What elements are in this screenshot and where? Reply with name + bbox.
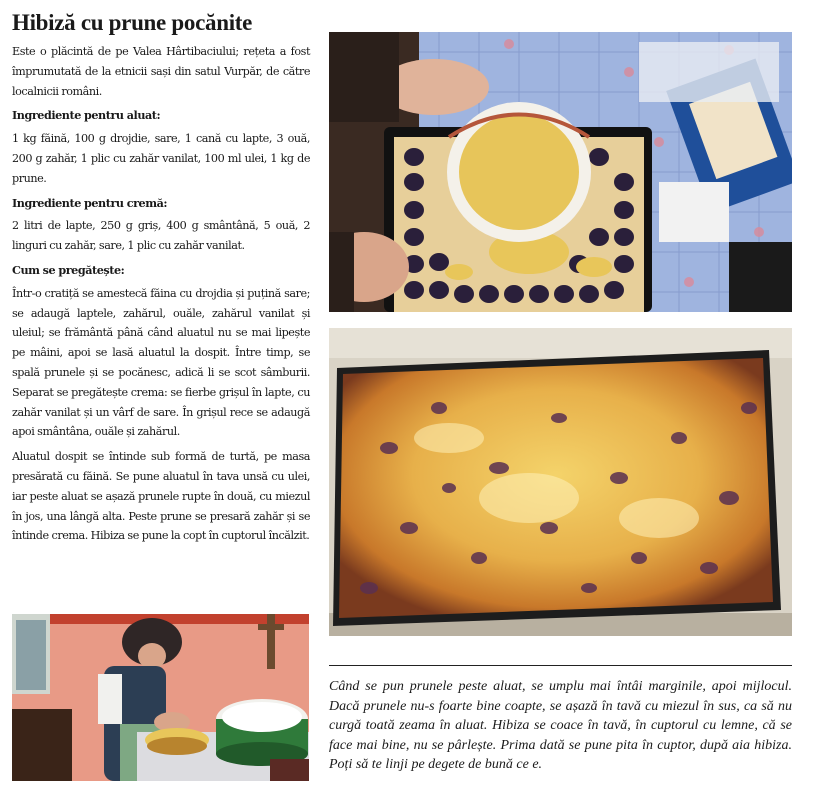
pull-quote: Când se pun prunele peste aluat, se umplu mai întâi marginile, apoi mijlocul. Dacă prunele nu-s foarte bine coapte, se așază în tavă cu miezul în sus, ca să nu curgă toată zeama în aluat. Hibiza se coace în tavă, în cuptorul cu lemne, că se face mai bine, nu se pârlește. Prima dată se pune pita în cuptor, după aia hibiza. Poți să te linji pe degete de bună ce e. (329, 679, 792, 772)
cream-heading: Ingrediente pentru cremă: (12, 195, 168, 210)
intro-paragraph: Este o plăcintă de pe Valea Hârtibaciului; rețeta a fost împrumutată de la etnicii sași din satul Vurpăr, de către localnicii români. (12, 45, 310, 98)
quote-divider (329, 665, 792, 666)
photo-baked-hibiza (329, 328, 792, 636)
method-heading: Cum se pregătește: (12, 262, 125, 277)
method-paragraph-1: Într-o cratiță se amestecă făina cu drojdia și puțină sare; se adaugă laptele, zahărul, ouăle, zahărul vanilat și uleiul; se frământă până când aluatul nu se mai lipește pe mâini, apoi se lasă aluatul la dospit. Între timp, se spală prunele și se pocănesc, adică li se scot sâmburii. Separat se pregătește crema: se fierbe grișul în lapte, cu zahăr vanilat și un vârf de sare. În grișul rece se adaugă apoi smântâna, ouăle și zahărul. (12, 286, 310, 439)
method-paragraph-2: Aluatul dospit se întinde sub formă de turtă, pe masa presărată cu făină. Se pune aluatul în tava unsă cu ulei, iar peste aluat se așază prunele rupte în două, cu miezul în jos, una lângă alta. Peste prune se presară zahăr și se întinde crema. Hibiza se pune la copt în cuptorul încălzit. (12, 450, 310, 543)
photo-pouring-cream (329, 32, 792, 312)
photo-woman-preparing (12, 614, 309, 781)
dough-ingredients: 1 kg făină, 100 g drojdie, sare, 1 cană cu lapte, 3 ouă, 200 g zahăr, 1 plic cu zahăr vanilat, 100 ml ulei, 1 kg de prune. (12, 132, 310, 185)
dough-heading: Ingrediente pentru aluat: (12, 108, 161, 123)
recipe-text-column (12, 42, 310, 551)
cream-ingredients: 2 litri de lapte, 250 g griș, 400 g smântână, 5 ouă, 2 linguri cu zahăr, sare, 1 plic cu zahăr vanilat. (12, 219, 310, 253)
recipe-title: Hibiză cu prune pocănite (12, 10, 253, 35)
